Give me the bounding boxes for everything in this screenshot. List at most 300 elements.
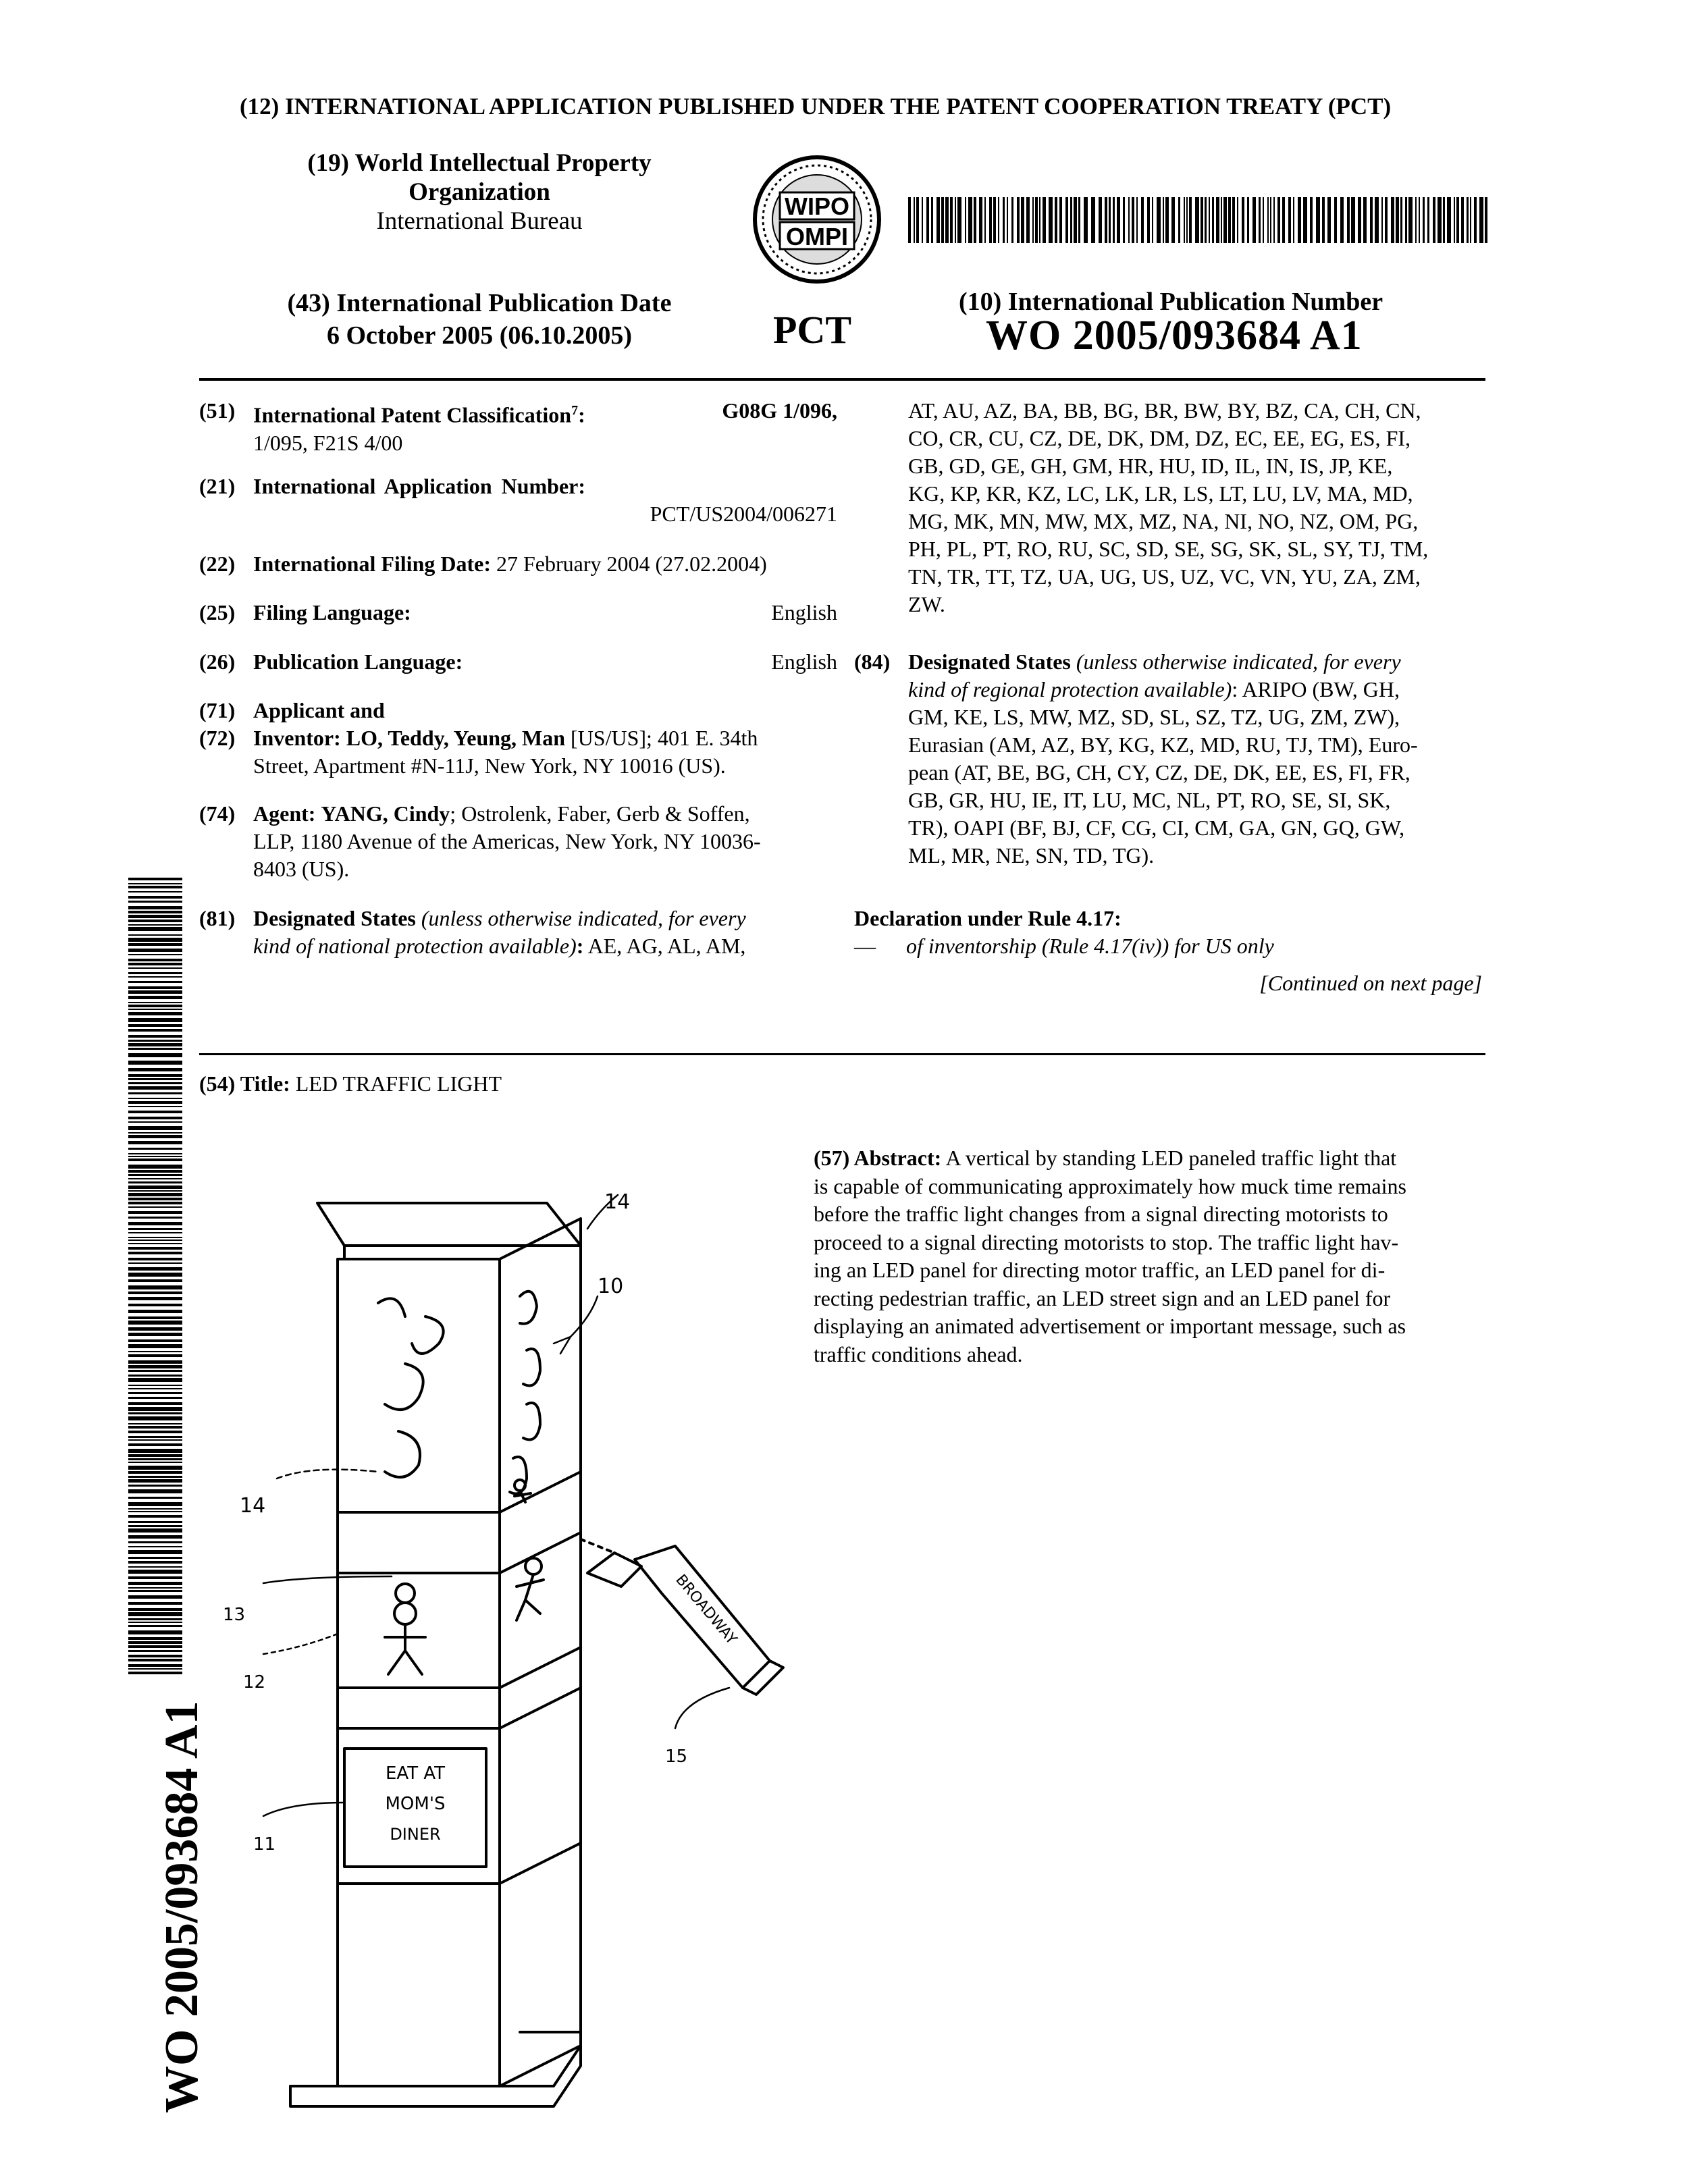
barcode-bar xyxy=(1433,197,1435,243)
barcode-bar xyxy=(1467,197,1469,243)
barcode-bar xyxy=(128,1659,182,1661)
field-84-line: GB, GR, HU, IE, IT, LU, MC, NL, PT, RO, SE, SI, SK, xyxy=(908,788,1391,812)
ref-13: 13 xyxy=(223,1605,246,1625)
barcode-bar xyxy=(128,1228,182,1230)
barcode-bar xyxy=(128,1375,182,1377)
barcode-bar xyxy=(128,959,182,961)
barcode-bar xyxy=(128,1508,182,1510)
side-barcode xyxy=(128,878,182,1674)
barcode-bar xyxy=(1201,197,1203,243)
barcode-bar xyxy=(128,1053,182,1057)
header-rule xyxy=(199,378,1485,381)
abstract-line: traffic conditions ahead. xyxy=(814,1341,1023,1366)
field-84-line: TR), OAPI (BF, BJ, CF, CG, CI, CM, GA, GN, GQ, GW, xyxy=(908,816,1405,840)
agent-name: YANG, Cindy xyxy=(321,801,450,826)
barcode-bar xyxy=(1055,197,1057,243)
barcode-bar xyxy=(128,1202,182,1204)
ad-line-2: MOM'S xyxy=(385,1794,446,1814)
barcode-bar xyxy=(128,1148,182,1150)
barcode-bar xyxy=(128,1431,182,1433)
ref-15: 15 xyxy=(665,1747,688,1767)
barcode-bar xyxy=(128,1502,182,1506)
states-line: KG, KP, KR, KZ, LC, LK, LR, LS, LT, LU, LV, MA, MD, xyxy=(908,481,1413,506)
field-74-label: Agent: xyxy=(253,801,316,826)
barcode-bar xyxy=(1228,197,1231,243)
barcode-bar xyxy=(128,949,182,952)
barcode-bar xyxy=(128,1439,182,1441)
field-51-code-main: G08G 1/096, xyxy=(722,398,837,423)
barcode-bar xyxy=(916,197,919,243)
barcode-bar xyxy=(1099,197,1102,243)
field-84-line: pean (AT, BE, BG, CH, CY, CZ, DE, DK, EE, ES, FI, FR, xyxy=(908,760,1410,784)
barcode-bar xyxy=(128,1068,182,1071)
barcode-bar xyxy=(128,927,182,931)
ref-12: 12 xyxy=(243,1672,266,1693)
field-84-num: (84) xyxy=(854,649,891,674)
barcode-bar xyxy=(128,1035,182,1038)
barcode-bar xyxy=(128,1528,182,1533)
barcode-bar xyxy=(1011,197,1013,243)
field-81 xyxy=(199,905,837,960)
barcode-bar xyxy=(1205,197,1207,243)
barcode-bar xyxy=(128,1485,182,1487)
field-22-num: (22) xyxy=(199,552,236,576)
barcode-bar xyxy=(128,1018,182,1022)
barcode-bar xyxy=(128,1664,182,1667)
barcode-bar xyxy=(128,1566,182,1568)
barcode-bar xyxy=(128,1232,182,1233)
barcode-bar xyxy=(1381,197,1383,243)
barcode-bar xyxy=(128,1521,182,1523)
barcode-bar xyxy=(1351,197,1355,243)
barcode-bar xyxy=(128,1550,182,1554)
barcode-bar xyxy=(128,1339,182,1342)
barcode-bar xyxy=(1298,197,1301,243)
barcode-bar xyxy=(1423,197,1425,243)
pub-date-value: 6 October 2005 (06.10.2005) xyxy=(326,321,633,350)
barcode-bar xyxy=(1059,197,1062,243)
barcode-bar xyxy=(1303,197,1307,243)
barcode-bar xyxy=(128,1412,182,1414)
barcode-bar xyxy=(957,197,961,243)
barcode-bar xyxy=(128,906,182,909)
walker-body xyxy=(517,1574,544,1620)
title-label: (54) Title: xyxy=(199,1071,290,1096)
leader-13 xyxy=(263,1576,392,1583)
barcode-bar xyxy=(1370,197,1373,243)
barcode-bar xyxy=(128,1650,182,1652)
barcode-bar xyxy=(1117,197,1120,243)
barcode-bar xyxy=(128,1668,182,1670)
field-21-value: PCT/US2004/006271 xyxy=(650,502,837,526)
abstract-line: proceed to a signal directing motorists to stop. The traffic light hav- xyxy=(814,1229,1399,1254)
declaration-text: of inventorship (Rule 4.17(iv)) for US only xyxy=(906,934,1274,958)
barcode-bar xyxy=(128,1005,182,1007)
field-22 xyxy=(199,550,837,578)
barcode-bar xyxy=(984,197,986,243)
barcode-bar xyxy=(128,1098,182,1099)
leader-14b xyxy=(277,1470,378,1479)
barcode-bar xyxy=(128,996,182,999)
barcode-bar xyxy=(1396,197,1399,243)
barcode-bar xyxy=(128,1576,182,1579)
agent-address-1: ; Ostrolenk, Faber, Gerb & Soffen, xyxy=(450,801,750,826)
barcode-bar xyxy=(128,1402,182,1405)
barcode-bar xyxy=(128,1327,182,1331)
barcode-bar xyxy=(128,1078,182,1080)
field-74 xyxy=(199,800,837,883)
barcode-bar xyxy=(128,1407,182,1411)
states-line: CO, CR, CU, CZ, DE, DK, DM, DZ, EC, EE, EG, ES, FI, xyxy=(908,426,1411,450)
designated-states-list xyxy=(908,397,1482,618)
barcode-bar xyxy=(128,896,182,899)
barcode-bar xyxy=(128,1392,182,1394)
barcode-bar xyxy=(1479,197,1483,243)
barcode-bar xyxy=(128,1618,182,1620)
field-26 xyxy=(199,648,837,676)
logo-text-top: WIPO xyxy=(785,192,849,220)
barcode-bar xyxy=(1334,197,1337,243)
states-line: MG, MK, MN, MW, MX, MZ, NA, NI, NO, NZ, OM, PG, xyxy=(908,509,1419,533)
field-51-label: International Patent Classification xyxy=(253,402,572,427)
barcode-bar xyxy=(128,1582,182,1585)
field-26-num: (26) xyxy=(199,649,236,674)
barcode-bar xyxy=(128,1590,182,1592)
barcode-bar xyxy=(1263,197,1264,243)
barcode-bar xyxy=(941,197,944,243)
barcode-bar xyxy=(128,1297,182,1300)
barcode-bar xyxy=(1438,197,1442,243)
barcode-bar xyxy=(128,1476,182,1478)
states-line: ZW. xyxy=(908,592,945,616)
barcode-bar xyxy=(1078,197,1080,243)
states-line: TN, TR, TT, TZ, UA, UG, US, UZ, VC, VN, YU, ZA, ZM, xyxy=(908,564,1421,589)
barcode-bar xyxy=(974,197,976,243)
barcode-bar xyxy=(128,1156,182,1157)
pedestrian-head xyxy=(394,1603,416,1624)
ref-11: 11 xyxy=(253,1834,276,1855)
barcode-bar xyxy=(128,1247,182,1250)
barcode-bar xyxy=(1171,197,1175,243)
barcode-bar xyxy=(1017,197,1020,243)
title-rule xyxy=(199,1053,1485,1055)
barcode-bar xyxy=(128,1190,182,1192)
field-51: (51) International Patent Classification$^7$: G08G 1/096, 1/095, F21S 4/00 xyxy=(199,397,837,457)
barcode-bar xyxy=(128,1222,182,1225)
field-84-italic-1: (unless otherwise indicated, for every xyxy=(1070,649,1401,674)
barcode-bar xyxy=(1136,197,1138,243)
barcode-bar xyxy=(128,943,182,946)
light-bottom xyxy=(385,1431,420,1477)
leader-11 xyxy=(263,1803,344,1816)
barcode-bar xyxy=(128,1557,182,1559)
barcode-bar xyxy=(128,1029,182,1032)
barcode-bar xyxy=(128,967,182,969)
field-84-label: Designated States xyxy=(908,649,1071,674)
barcode-bar xyxy=(128,1497,182,1499)
barcode-bar xyxy=(128,1074,182,1077)
barcode-bar xyxy=(1316,197,1320,243)
barcode-bar xyxy=(1221,197,1222,243)
barcode-bar xyxy=(1454,197,1455,243)
title-value: LED TRAFFIC LIGHT xyxy=(295,1071,502,1096)
barcode-bar xyxy=(1123,197,1125,243)
barcode-bar xyxy=(128,1370,182,1372)
barcode-bar xyxy=(128,1217,182,1219)
barcode-bar xyxy=(1391,197,1394,243)
states-line: PH, PL, PT, RO, RU, SC, SD, SE, SG, SK, SL, SY, TJ, TM, xyxy=(908,537,1429,561)
barcode-bar xyxy=(1385,197,1388,243)
barcode-bar xyxy=(128,1449,182,1453)
field-26-value: English xyxy=(771,649,837,674)
pub-number-label: (10) International Publication Number xyxy=(959,288,1383,316)
barcode-bar xyxy=(1003,197,1005,243)
barcode-bar xyxy=(128,1174,182,1176)
field-84-line: Eurasian (AM, AZ, BY, KG, KZ, MD, RU, TJ, TM), Euro- xyxy=(908,733,1418,757)
pillar-front xyxy=(338,1259,500,2086)
barcode-bar xyxy=(926,197,929,243)
barcode-bar xyxy=(128,1178,182,1179)
barcode-bar xyxy=(128,924,182,926)
barcode-bar xyxy=(1070,197,1072,243)
wipo-org-line1: (19) World Intellectual Property xyxy=(307,149,652,177)
barcode-bar xyxy=(128,1258,182,1260)
barcode-bar xyxy=(1408,197,1413,243)
barcode-bar xyxy=(931,197,933,243)
barcode-bar xyxy=(1132,197,1134,243)
barcode-bar xyxy=(1189,197,1192,243)
barcode-bar xyxy=(1267,197,1269,243)
barcode-bar xyxy=(922,197,923,243)
barcode-bar xyxy=(1163,197,1164,243)
barcode-bar xyxy=(128,1273,182,1277)
barcode-bar xyxy=(128,1333,182,1336)
barcode-bar xyxy=(914,197,915,243)
field-84-line: ML, MR, NE, SN, TD, TG). xyxy=(908,843,1155,868)
barcode-bar xyxy=(128,1061,182,1065)
barcode-bar xyxy=(128,1086,182,1090)
barcode-bar xyxy=(128,1009,182,1010)
barcode-bar xyxy=(128,1321,182,1325)
agent-address-2: LLP, 1180 Avenue of the Americas, New York, NY 10036- xyxy=(253,829,761,853)
barcode-bar xyxy=(1485,197,1487,243)
field-25 xyxy=(199,599,837,627)
barcode-bar xyxy=(128,1181,182,1183)
barcode-bar xyxy=(128,1458,182,1460)
barcode-bar xyxy=(128,1211,182,1214)
barcode-bar xyxy=(1113,197,1115,243)
declaration-block xyxy=(854,905,1482,997)
ad-line-1: EAT AT xyxy=(386,1763,445,1784)
barcode-bar xyxy=(128,1170,182,1173)
barcode-bar xyxy=(128,1141,182,1144)
abstract-line: displaying an animated advertisement or important message, such as xyxy=(814,1314,1406,1338)
barcode-bar xyxy=(1288,197,1291,243)
pct-label: PCT xyxy=(773,308,851,352)
barcode-bar xyxy=(1327,197,1331,243)
barcode-bar xyxy=(128,990,182,994)
leader-15 xyxy=(675,1688,729,1728)
barcode-bar xyxy=(937,197,940,243)
field-51-code-rest: 1/095, F21S 4/00 xyxy=(253,430,403,455)
barcode-bar xyxy=(128,1240,182,1241)
barcode-bar xyxy=(128,1612,182,1616)
barcode-bar xyxy=(128,1655,182,1657)
barcode-bar xyxy=(128,883,182,884)
field-51-sup: 7 xyxy=(571,403,579,418)
barcode-bar xyxy=(1178,197,1180,243)
barcode-bar xyxy=(1152,197,1153,243)
barcode-bar xyxy=(1223,197,1227,243)
barcode-bar xyxy=(1035,197,1038,243)
field-25-value: English xyxy=(771,600,837,624)
pillar-top-edge xyxy=(344,1246,581,1259)
logo-text-bottom: OMPI xyxy=(785,223,849,250)
declaration-label: Declaration under Rule 4.17: xyxy=(854,906,1122,930)
barcode-bar xyxy=(993,197,996,243)
barcode-bar xyxy=(128,1082,182,1084)
barcode-bar xyxy=(1147,197,1150,243)
abstract-block xyxy=(814,1144,1482,1368)
field-22-value: 27 February 2004 (27.02.2004) xyxy=(496,552,767,576)
field-51-num: (51) xyxy=(199,398,236,423)
barcode-bar xyxy=(1186,197,1188,243)
barcode-bar xyxy=(998,197,999,243)
barcode-bar xyxy=(128,972,182,974)
barcode-bar xyxy=(1242,197,1244,243)
barcode-bar xyxy=(128,1048,182,1050)
barcode-bar xyxy=(128,1641,182,1644)
pct-header-line: (12) INTERNATIONAL APPLICATION PUBLISHED UNDER THE PATENT COOPERATION TREATY (PCT) xyxy=(240,93,1392,119)
field-74-num: (74) xyxy=(199,801,236,826)
leader-12 xyxy=(263,1634,338,1654)
barcode-bar xyxy=(1184,197,1185,243)
field-84-line: GM, KE, LS, MW, MZ, SD, SL, SZ, TZ, UG, ZM, ZW), xyxy=(908,705,1400,729)
barcode-bar xyxy=(1065,197,1068,243)
barcode-bar xyxy=(1252,197,1256,243)
barcode-bar xyxy=(1007,197,1008,243)
barcode-bar xyxy=(128,1267,182,1271)
field-71-num: (71) xyxy=(199,698,236,722)
barcode-bar xyxy=(1247,197,1249,243)
barcode-bar xyxy=(128,1360,182,1364)
barcode-bar xyxy=(128,878,182,880)
barcode-bar xyxy=(1347,197,1350,243)
continued-note: [Continued on next page] xyxy=(1259,971,1482,995)
barcode-bar xyxy=(128,1126,182,1130)
barcode-bar xyxy=(128,1397,182,1399)
field-84-italic-2: kind of regional protection available) xyxy=(908,677,1232,701)
barcode-bar xyxy=(128,1206,182,1208)
barcode-bar xyxy=(128,934,182,936)
barcode-bar xyxy=(128,1466,182,1470)
barcode-bar xyxy=(1032,197,1034,243)
field-22-label: International Filing Date: xyxy=(253,552,491,576)
pub-number-value: WO 2005/093684 A1 xyxy=(986,313,1363,358)
barcode-bar xyxy=(128,981,182,983)
barcode-bar xyxy=(128,1630,182,1634)
barcode-bar xyxy=(1216,197,1219,243)
barcode-bar xyxy=(1091,197,1095,243)
barcode-bar xyxy=(128,1237,182,1238)
barcode-bar xyxy=(128,1193,182,1196)
barcode-bar xyxy=(1358,197,1361,243)
barcode-bar xyxy=(968,197,972,243)
barcode-bar xyxy=(128,1158,182,1161)
publication-date-block xyxy=(263,287,695,352)
barcode-bar xyxy=(1277,197,1280,243)
field-72 xyxy=(199,724,837,780)
barcode-bar xyxy=(128,1388,182,1389)
international-bureau: International Bureau xyxy=(376,207,583,235)
field-21-label: International Application Number: xyxy=(253,474,586,498)
barcode-bar xyxy=(128,1443,182,1446)
barcode-bar xyxy=(955,197,956,243)
barcode-bar xyxy=(128,1587,182,1589)
barcode-bar xyxy=(128,915,182,918)
barcode-bar xyxy=(128,1608,182,1611)
barcode-bar xyxy=(128,1462,182,1463)
inventor-address-1: [US/US]; 401 E. 34th xyxy=(565,726,758,750)
wipo-logo xyxy=(746,152,888,287)
barcode-bar xyxy=(128,1111,182,1113)
barcode-bar xyxy=(1049,197,1053,243)
barcode-bar xyxy=(128,1106,182,1107)
declaration-dash: — xyxy=(854,934,876,958)
barcode-bar xyxy=(1293,197,1294,243)
abstract-line: is capable of communicating approximately how muck time remains xyxy=(814,1173,1406,1198)
barcode-bar xyxy=(128,1135,182,1138)
side-dividers xyxy=(500,1472,581,1884)
barcode-bar xyxy=(128,1092,182,1094)
barcode-bar xyxy=(128,1304,182,1306)
barcode-bar xyxy=(1273,197,1275,243)
barcode-bar xyxy=(1026,197,1030,243)
light-middle xyxy=(385,1364,423,1410)
barcode-bar xyxy=(128,976,182,978)
barcode-bar xyxy=(1141,197,1144,243)
barcode-bar xyxy=(128,886,182,888)
field-81-italic-1: (unless otherwise indicated, for every xyxy=(415,906,746,930)
barcode-bar xyxy=(1237,197,1238,243)
field-81-label: Designated States xyxy=(253,906,416,930)
barcode-bar xyxy=(128,1637,182,1640)
field-81-italic-2: kind of national protection available) xyxy=(253,934,577,958)
barcode-bar xyxy=(1461,197,1464,243)
barcode-bar xyxy=(1470,197,1471,243)
barcode-bar xyxy=(128,954,182,955)
base-edge xyxy=(290,2046,581,2106)
barcode-bar xyxy=(1375,197,1379,243)
barcode-bar xyxy=(128,1040,182,1042)
abstract-line: ing an LED panel for directing motor traffic, an LED panel for di- xyxy=(814,1258,1386,1282)
barcode-bar xyxy=(1195,197,1199,243)
barcode-bar xyxy=(1128,197,1130,243)
field-72-label: Inventor: xyxy=(253,726,341,750)
barcode-bar xyxy=(1105,197,1107,243)
field-81-num: (81) xyxy=(199,906,236,930)
field-81-codes: AE, AG, AL, AM, xyxy=(583,934,746,958)
barcode-bar xyxy=(945,197,949,243)
ref-14a: 14 xyxy=(604,1190,631,1214)
barcode-bar xyxy=(128,1002,182,1003)
barcode-bar xyxy=(1340,197,1344,243)
barcode-bar xyxy=(128,1541,182,1543)
barcode-bar xyxy=(128,1546,182,1547)
traffic-light-drawing xyxy=(203,1148,810,2160)
field-21-num: (21) xyxy=(199,474,236,498)
pedestrian-indicator xyxy=(396,1584,415,1603)
